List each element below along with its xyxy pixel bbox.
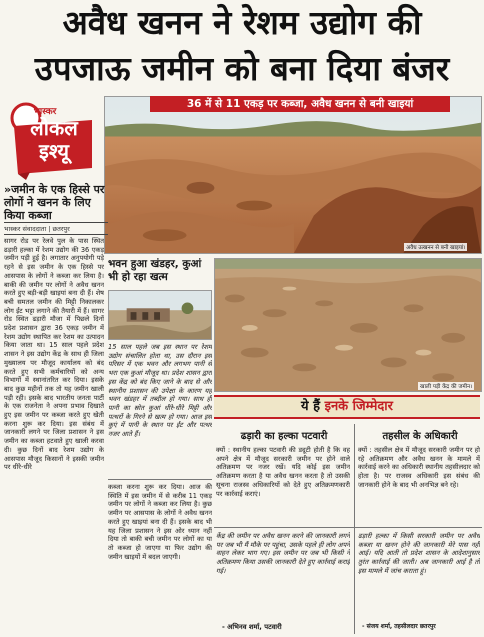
patwari-reason: क्यों : स्थानीय हल्का पटवारी की ड्यूटी होती है कि वह अपने क्षेत्र में मौजूद सरकारी जमीन पर होने वाले अतिक्रमण पर नजर रखें। यदि कोई इस जमीन अतिक्रमण करता है या अवैध खनन करता है तो उसकी सूचना राजस्व अधिकारियों को देते हुए अतिक्रमणकारी पर कार्रवाई कराएं।: [216, 446, 350, 498]
tehsil-title: तहसील के अधिकारी: [382, 431, 458, 442]
patwari-name: - अभिनव शर्मा, पटवारी: [222, 623, 282, 631]
responsible-title: [214, 397, 480, 417]
ruined-building-image: [109, 291, 211, 339]
main-photo-banner: 36 में से 11 एकड़ पर कब्जा, अवैध खनन से बनी खाइयां: [150, 96, 450, 112]
divider-quotes: [214, 527, 482, 528]
logo-brand: भास्कर: [33, 107, 57, 117]
headline-line-2: उपजाऊ जमीन को बना दिया बंजर: [34, 49, 450, 88]
ruin-photo: [108, 290, 212, 340]
article-column-2: कब्जा करना शुरू कर दिया। आज की स्थिति में इस जमीन में से करीब 11 एकड़ जमीन पर लोगों ने कब्जा कर लिया है। कुछ जमीन पर आसपास के लोगों ने अवैध खनन करते हुए खाइयां बना दी हैं। इसके बाद भी यह जिला प्रशासन ने इस ओर ध्यान नहीं दिया तो बाकी बची जमीन पर लोगों का या तो कब्जा हो जाएगा या फिर उद्योग की जमीन खाइयों में बदल जाएगी।: [108, 483, 212, 561]
divider-vertical: [354, 424, 355, 634]
field-photo: [214, 258, 482, 392]
well-story-text: 15 साल पहले जब इस स्थान पर रेशम उद्योग संचालित होता था, उस दौरान इस परिसर में एक भवन और लगभग पानी से भरा एक कुआं मौजूद था। प्रदेश शासन द्वारा इस केंद्र को बंद किए जाने के बाद से और स्थानीय प्रशासन की उपेक्षा के कारण यह भवन खंडहर में तब्दील हो गया। साथ ही पानी का स्रोत कुआं धीरे-धीरे मिट्टी और पत्थरों के गिरने से खत्म हो गया। आज इस कुएं में पानी के स्थान पर ईंट और पत्थर नजर आते हैं।: [108, 343, 212, 439]
headline-line-1: अवैध खनन ने रेशम उद्योग की: [62, 3, 422, 42]
byline-location: छतरपुर: [52, 225, 70, 233]
empty-field-image: [215, 259, 481, 391]
logo-word-2: इश्यू: [39, 139, 69, 163]
ruin-headline: भवन हुआ खंडहर, कुआं भी हो रहा खत्म: [108, 258, 202, 283]
article-column-1: सागर रोड पर रेलवे पुल के पास स्थित ढड़ारी हल्का में रेशम उद्योग की 36 एकड़ जमीन पड़ी हुई है। लगातार अनुपयोगी पड़े रहने से इस जमीन के एक हिस्से पर आसपास के लोगों ने कब्जा कर लिया है। बाकी की जमीन पर लोगों ने अवैध खनन करते हुए बड़ी-बड़ी खाइयां बना दी हैं। शेष बची समतल जमीन की मिट्टी निकालकर लोग ईंट भट्टा लगाने की तैयारी में हैं। सागर रोड स्थित ढड़ारी मौजा में पिछले दिनों प्रदेश प्रशासन द्वारा 36 एकड़ जमीन में रेशम उद्योग स्थापित कर रेशम का उत्पादन किया जाता था। 15 साल पहले प्रदेश शासन ने इस उद्योग केंद्र के साथ ही जिला मुख्यालय पर मौजूद कार्यालय को बंद करते हुए सभी कर्मचारियों को अन्य विभागों में स्थानांतरित कर दिया। इसके बाद कुछ महीनों तक तो यह जमीन खाली पड़ी रही। इसके बाद भारतीय जनता पार्टी के एक राजनेता ने अपना प्रभाव दिखाते हुए इस जमीन पर कब्जा करते हुए खेती करना शुरू कर दिया। इस संबंध में जानकारी लगने पर जिला प्रशासन ने इस जमीन का कब्जा हटवाते हुए खाली करवा दी। कुछ दिनों बाद रेशम उद्योग के आसपास मौजूद किसानों ने इसकी जमीन पर धीरे-धीरे: [4, 237, 104, 472]
main-photo-caption: अवैध उत्खनन से बनी खाइयां।: [406, 245, 466, 251]
byline-separator: |: [48, 225, 53, 233]
byline-reporter: भास्कर संवाददाता: [4, 225, 47, 233]
logo-word-1: लोकल: [30, 116, 78, 140]
field-photo-caption: खाली पड़ी केंद्र की जमीन।: [420, 384, 473, 390]
patwari-title: ढड़ारी का हल्का पटवारी: [240, 431, 328, 442]
tehsildar-name: - संजय शर्मा, तहसीलदार छतरपुर: [362, 623, 436, 630]
tehsil-reason: क्यों : तहसील क्षेत्र में मौजूद सरकारी जमीन पर हो रहे अतिक्रमण और अवैध खनन के मामले में कार्रवाई करने का अधिकारी स्थानीय तहसीलदार को होता है। पर राजस्व अधिकारी इस संबंध की जानकारी होने के बाद भी अनभिज्ञ बने रहे।: [358, 446, 480, 489]
tehsildar-quote: ढड़ारी हल्का में किसी सरकारी जमीन पर अवैध कब्जा या खनन होने की जानकारी मेरे पास नहीं आई। यदि आती तो प्रदेश शासन के आदेशानुसार तुरंत कार्रवाई की जाती। अब जानकारी आई है तो इस मामले में जांच कराता हूं।: [358, 532, 480, 575]
main-photo: [104, 96, 482, 254]
responsible-title-pre: ये हैं: [301, 399, 321, 414]
divider-col2: [108, 479, 212, 480]
subheadline: »जमीन के एक हिस्से पर लोगों ने खनन के लिए किया कब्जा: [4, 183, 105, 222]
responsible-title-highlight: इनके जिम्मेदार: [324, 399, 393, 414]
quarry-landscape-image: [105, 97, 481, 253]
byline: [4, 222, 108, 235]
patwari-quote: केंद्र की जमीन पर अवैध खनन करने की जानकारी लगने पर जब भी मैं मौके पर पहुंचा, उसके पहले ही लोग अपने वाहन लेकर भाग गए। इस जमीन पर जब भी किसी ने अतिक्रमण किया उसकी जानकारी देते हुए कार्रवाई कराई गई।: [216, 532, 350, 575]
